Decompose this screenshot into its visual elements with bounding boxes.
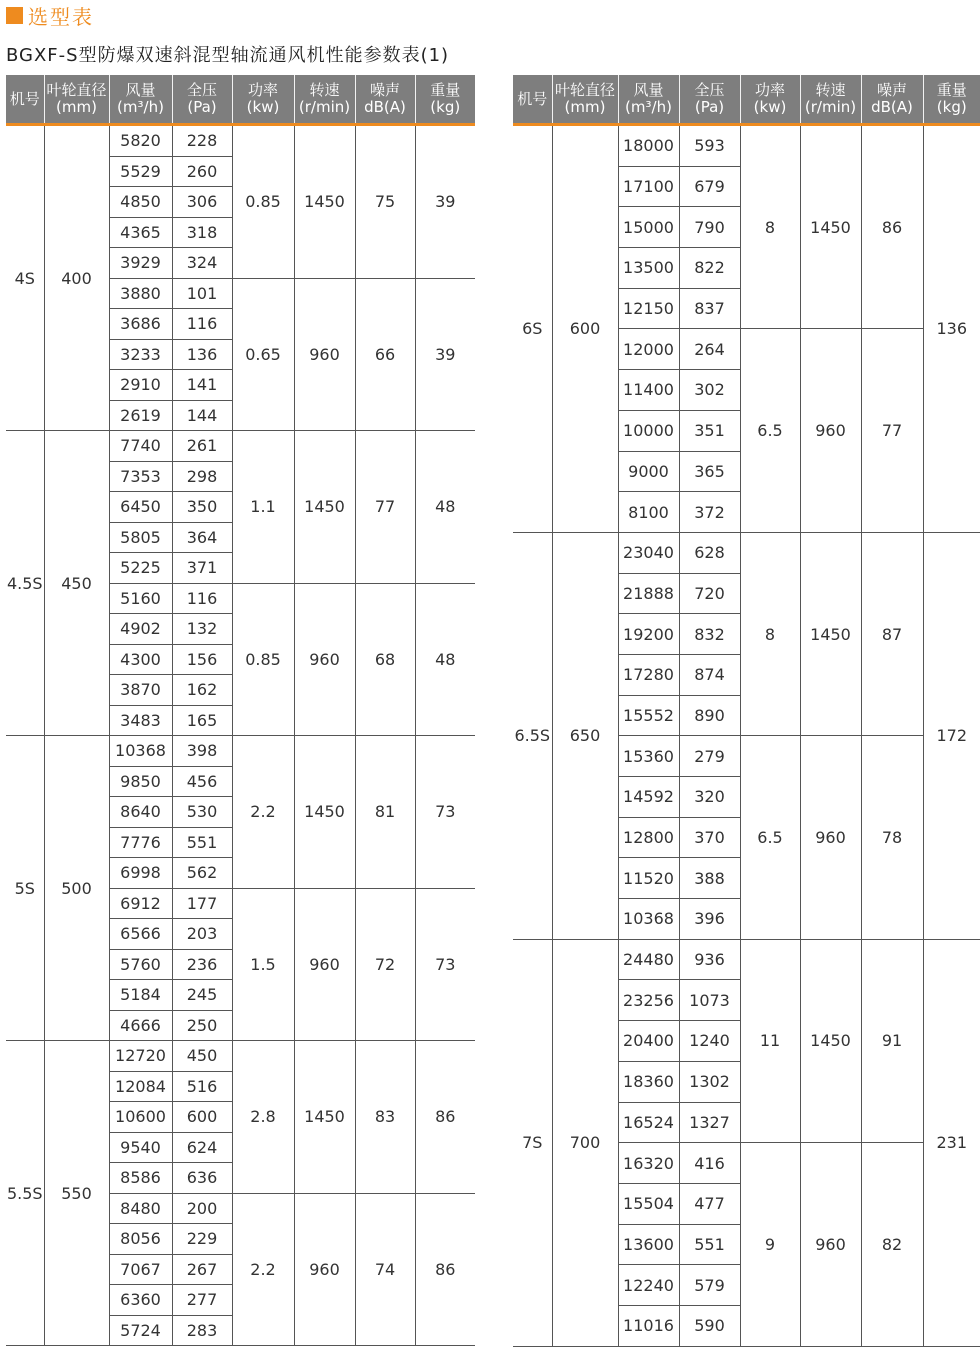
power-cell: 8 [740, 125, 800, 329]
table-row [6, 431, 475, 462]
model-cell: 4S [6, 125, 44, 431]
model-cell: 4.5S [6, 431, 44, 736]
pressure-cell: 318 [172, 217, 232, 248]
speed-cell: 960 [294, 278, 355, 431]
col-header-speed: 转速 (r/min) [294, 75, 355, 125]
impeller-diameter-cell: 450 [44, 431, 109, 736]
airflow-cell: 7353 [109, 461, 172, 492]
airflow-cell: 9850 [109, 766, 172, 797]
col-header-impeller: 叶轮直径 (mm) [552, 75, 618, 125]
airflow-cell: 12800 [618, 817, 679, 858]
airflow-cell: 4902 [109, 614, 172, 645]
airflow-cell: 11520 [618, 858, 679, 899]
pressure-cell: 132 [172, 614, 232, 645]
airflow-cell: 8100 [618, 492, 679, 533]
col-header-airflow: 风量 (m³/h) [618, 75, 679, 125]
pressure-cell: 516 [172, 1071, 232, 1102]
noise-cell: 87 [861, 532, 923, 735]
col-header-pressure: 全压 (Pa) [679, 75, 740, 125]
noise-cell: 82 [861, 1143, 923, 1346]
power-cell: 0.85 [232, 583, 294, 736]
col-header-power: 功率 (kw) [740, 75, 800, 125]
power-cell: 1.5 [232, 888, 294, 1041]
power-cell: 1.1 [232, 431, 294, 584]
pressure-cell: 388 [679, 858, 740, 899]
noise-cell: 77 [861, 329, 923, 532]
pressure-cell: 101 [172, 278, 232, 309]
pressure-cell: 1302 [679, 1061, 740, 1102]
speed-cell: 1450 [800, 939, 861, 1142]
airflow-cell: 15504 [618, 1183, 679, 1224]
pressure-cell: 370 [679, 817, 740, 858]
airflow-cell: 6566 [109, 919, 172, 950]
airflow-cell: 6450 [109, 492, 172, 523]
airflow-cell: 4850 [109, 187, 172, 218]
pressure-cell: 228 [172, 125, 232, 157]
table-row [513, 939, 980, 980]
table-title: BGXF-S型防爆双速斜混型轴流通风机性能参数表(1) [6, 45, 450, 66]
weight-cell: 48 [415, 583, 475, 736]
airflow-cell: 4300 [109, 644, 172, 675]
pressure-cell: 229 [172, 1224, 232, 1255]
power-cell: 2.8 [232, 1041, 294, 1194]
airflow-cell: 18000 [618, 125, 679, 167]
pressure-cell: 302 [679, 370, 740, 411]
noise-cell: 74 [355, 1193, 415, 1346]
pressure-cell: 245 [172, 980, 232, 1011]
speed-cell: 1450 [294, 431, 355, 584]
airflow-cell: 8640 [109, 797, 172, 828]
power-cell: 0.85 [232, 125, 294, 279]
pressure-cell: 600 [172, 1102, 232, 1133]
col-header-impeller: 叶轮直径 (mm) [44, 75, 109, 125]
airflow-cell: 8480 [109, 1193, 172, 1224]
pressure-cell: 551 [172, 827, 232, 858]
table-row [513, 532, 980, 573]
section-title-text: 选型表 [28, 4, 94, 29]
airflow-cell: 19200 [618, 614, 679, 655]
impeller-diameter-cell: 550 [44, 1041, 109, 1346]
noise-cell: 83 [355, 1041, 415, 1194]
airflow-cell: 7776 [109, 827, 172, 858]
pressure-cell: 628 [679, 532, 740, 573]
pressure-cell: 136 [172, 339, 232, 370]
pressure-cell: 396 [679, 899, 740, 940]
airflow-cell: 5184 [109, 980, 172, 1011]
section-title [6, 2, 94, 28]
airflow-cell: 21888 [618, 573, 679, 614]
pressure-cell: 177 [172, 888, 232, 919]
pressure-cell: 156 [172, 644, 232, 675]
airflow-cell: 16320 [618, 1143, 679, 1184]
airflow-cell: 12720 [109, 1041, 172, 1072]
model-cell: 6.5S [513, 532, 552, 939]
pressure-cell: 351 [679, 410, 740, 451]
weight-cell: 48 [415, 431, 475, 584]
airflow-cell: 3870 [109, 675, 172, 706]
square-bullet-icon [6, 7, 23, 24]
power-cell: 6.5 [740, 736, 800, 939]
speed-cell: 960 [800, 1143, 861, 1346]
airflow-cell: 15552 [618, 695, 679, 736]
airflow-cell: 8056 [109, 1224, 172, 1255]
impeller-diameter-cell: 700 [552, 939, 618, 1346]
pressure-cell: 306 [172, 187, 232, 218]
impeller-diameter-cell: 650 [552, 532, 618, 939]
col-header-model: 机号 [513, 75, 552, 125]
noise-cell: 78 [861, 736, 923, 939]
col-header-weight: 重量 (kg) [415, 75, 475, 125]
speed-cell: 1450 [294, 1041, 355, 1194]
pressure-cell: 264 [679, 329, 740, 370]
noise-cell: 81 [355, 736, 415, 889]
airflow-cell: 7067 [109, 1254, 172, 1285]
airflow-cell: 24480 [618, 939, 679, 980]
impeller-diameter-cell: 400 [44, 125, 109, 431]
pressure-cell: 365 [679, 451, 740, 492]
pressure-cell: 832 [679, 614, 740, 655]
airflow-cell: 5760 [109, 949, 172, 980]
weight-cell: 73 [415, 888, 475, 1041]
pressure-cell: 398 [172, 736, 232, 767]
airflow-cell: 12084 [109, 1071, 172, 1102]
noise-cell: 77 [355, 431, 415, 584]
pressure-cell: 250 [172, 1010, 232, 1041]
pressure-cell: 837 [679, 288, 740, 329]
table-body-right [513, 125, 980, 1347]
airflow-cell: 3880 [109, 278, 172, 309]
table-row [513, 125, 980, 167]
model-cell: 7S [513, 939, 552, 1346]
airflow-cell: 14592 [618, 777, 679, 818]
pressure-cell: 720 [679, 573, 740, 614]
pressure-cell: 116 [172, 309, 232, 340]
pressure-cell: 320 [679, 777, 740, 818]
pressure-cell: 456 [172, 766, 232, 797]
pressure-cell: 200 [172, 1193, 232, 1224]
weight-cell: 136 [923, 125, 980, 533]
speed-cell: 960 [800, 736, 861, 939]
airflow-cell: 6360 [109, 1285, 172, 1316]
pressure-cell: 551 [679, 1224, 740, 1265]
airflow-cell: 6998 [109, 858, 172, 889]
airflow-cell: 3483 [109, 705, 172, 736]
pressure-cell: 260 [172, 156, 232, 187]
table-header-row [513, 75, 980, 125]
weight-cell: 73 [415, 736, 475, 889]
weight-cell: 39 [415, 125, 475, 279]
airflow-cell: 11016 [618, 1305, 679, 1346]
pressure-cell: 144 [172, 400, 232, 431]
performance-table-left [6, 75, 475, 1346]
airflow-cell: 13500 [618, 248, 679, 289]
col-header-power: 功率 (kw) [232, 75, 294, 125]
airflow-cell: 3233 [109, 339, 172, 370]
pressure-cell: 364 [172, 522, 232, 553]
power-cell: 2.2 [232, 736, 294, 889]
pressure-cell: 267 [172, 1254, 232, 1285]
table-body-left [6, 125, 475, 1346]
model-cell: 6S [513, 125, 552, 533]
airflow-cell: 5225 [109, 553, 172, 584]
weight-cell: 86 [415, 1193, 475, 1346]
pressure-cell: 477 [679, 1183, 740, 1224]
noise-cell: 75 [355, 125, 415, 279]
speed-cell: 1450 [294, 736, 355, 889]
pressure-cell: 1327 [679, 1102, 740, 1143]
table-row [6, 1041, 475, 1072]
pressure-cell: 890 [679, 695, 740, 736]
power-cell: 8 [740, 532, 800, 735]
pressure-cell: 530 [172, 797, 232, 828]
pressure-cell: 1073 [679, 980, 740, 1021]
pressure-cell: 116 [172, 583, 232, 614]
airflow-cell: 15360 [618, 736, 679, 777]
airflow-cell: 4365 [109, 217, 172, 248]
pressure-cell: 579 [679, 1265, 740, 1306]
pressure-cell: 936 [679, 939, 740, 980]
airflow-cell: 9000 [618, 451, 679, 492]
pressure-cell: 350 [172, 492, 232, 523]
model-cell: 5.5S [6, 1041, 44, 1346]
airflow-cell: 2910 [109, 370, 172, 401]
pressure-cell: 450 [172, 1041, 232, 1072]
pressure-cell: 141 [172, 370, 232, 401]
airflow-cell: 6912 [109, 888, 172, 919]
speed-cell: 1450 [800, 125, 861, 329]
airflow-cell: 17280 [618, 654, 679, 695]
airflow-cell: 5724 [109, 1315, 172, 1346]
airflow-cell: 10368 [109, 736, 172, 767]
airflow-cell: 5805 [109, 522, 172, 553]
power-cell: 9 [740, 1143, 800, 1346]
pressure-cell: 590 [679, 1305, 740, 1346]
table-row [6, 736, 475, 767]
airflow-cell: 10000 [618, 410, 679, 451]
table-row [6, 125, 475, 157]
col-header-weight: 重量 (kg) [923, 75, 980, 125]
pressure-cell: 298 [172, 461, 232, 492]
airflow-cell: 15000 [618, 207, 679, 248]
pressure-cell: 283 [172, 1315, 232, 1346]
pressure-cell: 324 [172, 248, 232, 279]
airflow-cell: 20400 [618, 1021, 679, 1062]
airflow-cell: 5820 [109, 125, 172, 157]
airflow-cell: 2619 [109, 400, 172, 431]
table-header-row [6, 75, 475, 125]
airflow-cell: 12000 [618, 329, 679, 370]
speed-cell: 1450 [800, 532, 861, 735]
speed-cell: 1450 [294, 125, 355, 279]
impeller-diameter-cell: 500 [44, 736, 109, 1041]
pressure-cell: 371 [172, 553, 232, 584]
speed-cell: 960 [800, 329, 861, 532]
pressure-cell: 636 [172, 1163, 232, 1194]
pressure-cell: 165 [172, 705, 232, 736]
col-header-airflow: 风量 (m³/h) [109, 75, 172, 125]
airflow-cell: 23040 [618, 532, 679, 573]
col-header-speed: 转速 (r/min) [800, 75, 861, 125]
pressure-cell: 624 [172, 1132, 232, 1163]
pressure-cell: 203 [172, 919, 232, 950]
pressure-cell: 679 [679, 166, 740, 207]
impeller-diameter-cell: 600 [552, 125, 618, 533]
pressure-cell: 236 [172, 949, 232, 980]
noise-cell: 72 [355, 888, 415, 1041]
power-cell: 0.65 [232, 278, 294, 431]
noise-cell: 91 [861, 939, 923, 1142]
pressure-cell: 372 [679, 492, 740, 533]
col-header-noise: 噪声 dB(A) [355, 75, 415, 125]
col-header-model: 机号 [6, 75, 44, 125]
airflow-cell: 12150 [618, 288, 679, 329]
weight-cell: 231 [923, 939, 980, 1346]
power-cell: 11 [740, 939, 800, 1142]
airflow-cell: 9540 [109, 1132, 172, 1163]
airflow-cell: 4666 [109, 1010, 172, 1041]
weight-cell: 172 [923, 532, 980, 939]
power-cell: 6.5 [740, 329, 800, 532]
airflow-cell: 10368 [618, 899, 679, 940]
speed-cell: 960 [294, 888, 355, 1041]
pressure-cell: 261 [172, 431, 232, 462]
pressure-cell: 277 [172, 1285, 232, 1316]
pressure-cell: 874 [679, 654, 740, 695]
power-cell: 2.2 [232, 1193, 294, 1346]
airflow-cell: 16524 [618, 1102, 679, 1143]
airflow-cell: 3686 [109, 309, 172, 340]
pressure-cell: 822 [679, 248, 740, 289]
airflow-cell: 3929 [109, 248, 172, 279]
airflow-cell: 7740 [109, 431, 172, 462]
airflow-cell: 5529 [109, 156, 172, 187]
noise-cell: 86 [861, 125, 923, 329]
noise-cell: 66 [355, 278, 415, 431]
airflow-cell: 5160 [109, 583, 172, 614]
airflow-cell: 23256 [618, 980, 679, 1021]
airflow-cell: 8586 [109, 1163, 172, 1194]
airflow-cell: 18360 [618, 1061, 679, 1102]
pressure-cell: 593 [679, 125, 740, 167]
pressure-cell: 790 [679, 207, 740, 248]
airflow-cell: 12240 [618, 1265, 679, 1306]
performance-table-right [513, 75, 980, 1347]
col-header-noise: 噪声 dB(A) [861, 75, 923, 125]
speed-cell: 960 [294, 1193, 355, 1346]
airflow-cell: 10600 [109, 1102, 172, 1133]
pressure-cell: 416 [679, 1143, 740, 1184]
pressure-cell: 279 [679, 736, 740, 777]
pressure-cell: 562 [172, 858, 232, 889]
model-cell: 5S [6, 736, 44, 1041]
pressure-cell: 1240 [679, 1021, 740, 1062]
col-header-pressure: 全压 (Pa) [172, 75, 232, 125]
speed-cell: 960 [294, 583, 355, 736]
weight-cell: 86 [415, 1041, 475, 1194]
airflow-cell: 13600 [618, 1224, 679, 1265]
pressure-cell: 162 [172, 675, 232, 706]
noise-cell: 68 [355, 583, 415, 736]
weight-cell: 39 [415, 278, 475, 431]
airflow-cell: 11400 [618, 370, 679, 411]
airflow-cell: 17100 [618, 166, 679, 207]
